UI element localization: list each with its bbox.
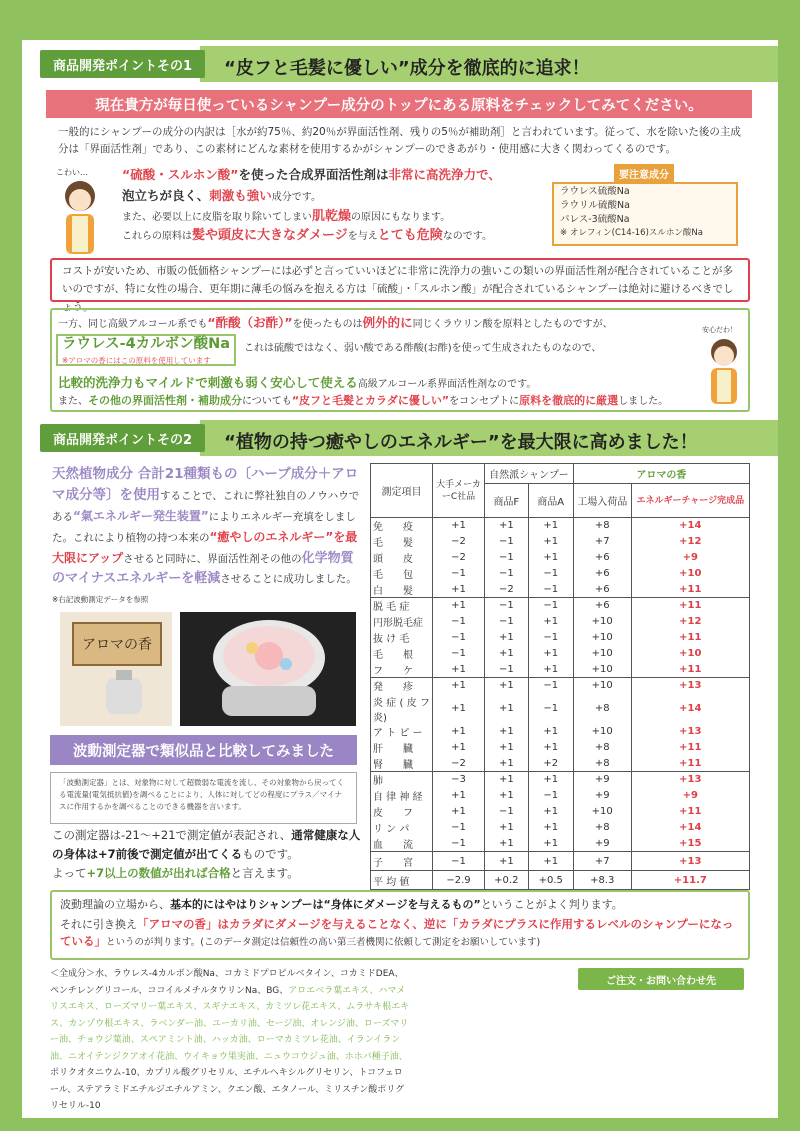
value-cell: +1 bbox=[485, 740, 529, 756]
value-cell: +10 bbox=[573, 646, 631, 662]
caution-item: パレス-3硫酸Na bbox=[560, 214, 630, 225]
header-factory: 工場入荷品 bbox=[573, 484, 631, 518]
value-cell: +6 bbox=[573, 550, 631, 566]
value-cell: +1 bbox=[528, 662, 573, 678]
measurement-text: この測定器は-21〜+21で測定値が表記され、通常健康な人の身体は+7前後で測定値が出てくるものです。 よって+7以上の数値が出れば合格と言えます。 bbox=[52, 828, 361, 880]
table-row bbox=[371, 756, 750, 772]
value-cell: −1 bbox=[485, 614, 529, 630]
value-cell: +9 bbox=[573, 772, 631, 788]
value-cell: +1 bbox=[528, 820, 573, 836]
value-cell: +1 bbox=[433, 694, 485, 724]
row-label: リ ン パ bbox=[371, 820, 433, 836]
device-explanation: 「波動測定器」とは、対象物に対して超微弱な電流を流し、その対象物から戻ってくる電流量(電気抵抗値)を調べることにより、人体に対してどの程度にプラス／マイナスに作用するかを調べることのできる機器を言います。 bbox=[50, 772, 357, 824]
p1-line-d: これらの原料は髪や頭皮に大きなダメージを与えとても危険なのです。 bbox=[122, 228, 492, 243]
value-cell: +13 bbox=[631, 724, 749, 740]
conclusion-line-2: それに引き換え「アロマの香」はカラダにダメージを与えることなく、逆に「カラダにプラスに作用するレベルのシャンプーになっている」というのが判ります。(このデータ測定は信頼性の高い第三者機関に依頼して測定をお願いしています) bbox=[60, 917, 734, 948]
value-cell: +1 bbox=[433, 582, 485, 598]
value-cell: −1 bbox=[433, 820, 485, 836]
value-cell: −1 bbox=[528, 630, 573, 646]
value-cell: +1 bbox=[528, 550, 573, 566]
value-cell: +8 bbox=[573, 518, 631, 534]
value-cell: +15 bbox=[631, 836, 749, 852]
kowai-bubble: こわい… bbox=[56, 168, 88, 177]
value-cell: −1 bbox=[433, 852, 485, 871]
laureth-description: これは硫酸ではなく、弱い酸である酢酸(お酢)を使って生成されたものなので、 bbox=[244, 343, 602, 354]
row-label: 血 流 bbox=[371, 836, 433, 852]
caution-item: ラウレス硫酸Na bbox=[560, 186, 630, 197]
point2-lead: 天然植物成分 合計21種類もの〔ハーブ成分＋アロマ成分等〕を使用することで、これに弊社独自のノウハウである“氣エネルギー発生装置”によりエネルギー充填をしました。これにより植物の持つ本来の“癒やしのエネルギー”を最大限にアップさせると同時に、界面活性剤その他の化学物質のマイナスエネルギーを軽減させることに成功しました。※右記波動測定データを参照 bbox=[52, 466, 360, 604]
measurement-table bbox=[370, 463, 750, 890]
value-cell: +1 bbox=[528, 804, 573, 820]
point1-heading: “皮フと毛髪に優しい”成分を徹底的に追求！ bbox=[224, 58, 590, 79]
value-cell: +6 bbox=[573, 582, 631, 598]
row-label: 肺 bbox=[371, 772, 433, 788]
value-cell: +1 bbox=[528, 614, 573, 630]
value-cell: +10 bbox=[573, 662, 631, 678]
value-cell: +1 bbox=[433, 740, 485, 756]
value-cell: +9 bbox=[631, 788, 749, 804]
point2-tag: 商品開発ポイントその2 bbox=[40, 424, 205, 452]
value-cell: +12 bbox=[631, 534, 749, 550]
value-cell: +9 bbox=[573, 836, 631, 852]
value-cell: +10 bbox=[573, 678, 631, 694]
value-cell: +8.3 bbox=[573, 871, 631, 890]
energy-device-icon bbox=[200, 616, 338, 722]
value-cell: +10 bbox=[573, 630, 631, 646]
caution-item: ラウリル硫酸Na bbox=[560, 200, 630, 211]
header-natural: 自然派シャンプー bbox=[485, 464, 574, 484]
value-cell: +1 bbox=[485, 756, 529, 772]
table-row bbox=[371, 630, 750, 646]
table-row bbox=[371, 871, 750, 890]
value-cell: −1 bbox=[433, 566, 485, 582]
table-row bbox=[371, 836, 750, 852]
value-cell: +1 bbox=[485, 630, 529, 646]
table-row bbox=[371, 804, 750, 820]
ingredients-list: ＜全成分＞水、ラウレス-4カルボン酸Na、コカミドプロピルベタイン、コカミドDEA、ペンチレングリコール、ココイルメチルタウリンNa、BG、アロエベラ葉エキス、ハマメリスエキス、ローズマリー葉エキス、スギナエキス、カミツレ花エキス、ムラサキ根エキス、カンゾウ根エキス、ラベンダー油、ユーカリ油、セージ油、オレンジ油、ローズマリー油、チョウジ葉油、スペアミント油、ハッカ油、ローマカミツレ花油、イランイラン油、ニオイテンジクアオイ花油、ウイキョウ果実油、ニュウコウジュ油、ホホバ種子油、ポリクオタニウム-10、カプリル酸グリセリル、エチルヘキシルグリセリン、トコフェロール、ステアラミドエチルジエチルアミン、クエン酸、エタノール、ミリスチン酸ポリグリセリル-10 bbox=[50, 969, 410, 1111]
value-cell: +13 bbox=[631, 852, 749, 871]
value-cell: +2 bbox=[528, 756, 573, 772]
value-cell: +11 bbox=[631, 582, 749, 598]
value-cell: −2 bbox=[485, 582, 529, 598]
value-cell: +9 bbox=[573, 788, 631, 804]
table-row bbox=[371, 646, 750, 662]
value-cell: −2 bbox=[433, 756, 485, 772]
table-row bbox=[371, 820, 750, 836]
value-cell: −2.9 bbox=[433, 871, 485, 890]
value-cell: +1 bbox=[485, 678, 529, 694]
value-cell: +1 bbox=[485, 836, 529, 852]
table-row bbox=[371, 694, 750, 724]
header-product-f: 商品F bbox=[485, 484, 529, 518]
table-row bbox=[371, 678, 750, 694]
row-label: 発 疹 bbox=[371, 678, 433, 694]
laureth-title: ラウレス-4カルボン酸Na bbox=[62, 336, 231, 352]
value-cell: −1 bbox=[485, 662, 529, 678]
value-cell: +1 bbox=[433, 804, 485, 820]
warning-text: コストが安いため、市販の低価格シャンプーには必ずと言っていいほどに非常に洗浄力の強いこの類いの界面活性剤が配合されていることが多いのですが、特に女性の場合、更年期に薄毛の悩みを抱える方は「硫酸」・「スルホン酸」が配合されているシャンプーは絶対に避けるべきでしょう。 bbox=[62, 265, 734, 313]
table-row bbox=[371, 614, 750, 630]
value-cell: +1 bbox=[433, 724, 485, 740]
row-label: 毛 包 bbox=[371, 566, 433, 582]
value-cell: +1 bbox=[528, 740, 573, 756]
value-cell: −3 bbox=[433, 772, 485, 788]
row-label: 肝 臓 bbox=[371, 740, 433, 756]
value-cell: +1 bbox=[485, 852, 529, 871]
value-cell: +11 bbox=[631, 740, 749, 756]
value-cell: +1 bbox=[433, 788, 485, 804]
value-cell: +13 bbox=[631, 772, 749, 788]
header-item: 測定項目 bbox=[371, 464, 433, 518]
value-cell: +7 bbox=[573, 852, 631, 871]
row-label: 毛 髪 bbox=[371, 534, 433, 550]
measurement-table-body bbox=[371, 518, 750, 890]
value-cell: +10 bbox=[631, 646, 749, 662]
value-cell: +1 bbox=[433, 662, 485, 678]
value-cell: −1 bbox=[528, 582, 573, 598]
value-cell: +1 bbox=[485, 694, 529, 724]
value-cell: −1 bbox=[528, 678, 573, 694]
value-cell: +11 bbox=[631, 756, 749, 772]
value-cell: +1 bbox=[433, 678, 485, 694]
value-cell: −1 bbox=[433, 836, 485, 852]
row-label: 抜 け 毛 bbox=[371, 630, 433, 646]
value-cell: +14 bbox=[631, 694, 749, 724]
value-cell: +10 bbox=[573, 614, 631, 630]
value-cell: −1 bbox=[528, 566, 573, 582]
anshin-bubble: 安心だわ！ bbox=[702, 326, 737, 334]
value-cell: +1 bbox=[528, 772, 573, 788]
caution-item: ※ オレフィン(C14-16)スルホン酸Na bbox=[560, 228, 703, 238]
row-label: 皮 フ bbox=[371, 804, 433, 820]
value-cell: −1 bbox=[485, 550, 529, 566]
table-row bbox=[371, 534, 750, 550]
order-contact-button[interactable]: ご注文・お問い合わせ先 bbox=[578, 968, 744, 990]
value-cell: −1 bbox=[485, 598, 529, 614]
table-row bbox=[371, 550, 750, 566]
value-cell: +1 bbox=[528, 724, 573, 740]
value-cell: +6 bbox=[573, 566, 631, 582]
header-energy-charged: エネルギーチャージ完成品 bbox=[631, 484, 749, 518]
value-cell: +11 bbox=[631, 662, 749, 678]
value-cell: +6 bbox=[573, 598, 631, 614]
value-cell: +1 bbox=[528, 852, 573, 871]
value-cell: +14 bbox=[631, 820, 749, 836]
conclusion-line-1: 波動理論の立場から、基本的にはやはりシャンプーは“身体にダメージを与えるもの”ということがよく判ります。 bbox=[60, 898, 623, 911]
table-row bbox=[371, 788, 750, 804]
value-cell: −2 bbox=[433, 534, 485, 550]
value-cell: −1 bbox=[528, 694, 573, 724]
value-cell: +11 bbox=[631, 804, 749, 820]
row-label: 炎症(皮フ炎) bbox=[371, 694, 433, 724]
row-label: 円形脱毛症 bbox=[371, 614, 433, 630]
p1-line-b: 泡立ちが良く、刺激も強い成分です。 bbox=[122, 188, 321, 203]
value-cell: −1 bbox=[528, 598, 573, 614]
green-line-last: また、その他の界面活性剤・補助成分についても“皮フと毛髪とカラダに優しい”をコンセプトに原料を徹底的に厳選しました。 bbox=[58, 394, 669, 407]
table-row bbox=[371, 852, 750, 871]
check-banner: 現在貴方が毎日使っているシャンプー成分のトップにある原料をチェックしてみてください。 bbox=[46, 90, 752, 118]
value-cell: +7 bbox=[573, 534, 631, 550]
p1-line-c: また、必要以上に皮脂を取り除いてしまい肌乾燥の原因にもなります。 bbox=[122, 209, 451, 224]
value-cell: +13 bbox=[631, 678, 749, 694]
value-cell: +9 bbox=[631, 550, 749, 566]
value-cell: −1 bbox=[485, 534, 529, 550]
value-cell: +0.2 bbox=[485, 871, 529, 890]
table-row bbox=[371, 566, 750, 582]
value-cell: +10 bbox=[573, 724, 631, 740]
header-product-a: 商品A bbox=[528, 484, 573, 518]
row-label: 子 宮 bbox=[371, 852, 433, 871]
product-label: アロマの香 bbox=[72, 622, 162, 666]
value-cell: +1 bbox=[528, 518, 573, 534]
value-cell: +1 bbox=[485, 518, 529, 534]
intro-paragraph: 一般的にシャンプーの成分の内訳は［水が約75％、約20％が界面活性剤、残りの5％が補助剤］と言われています。従って、水を除いた後の主成分は「界面活性剤」であり、この素材にどんな素材を使用するかがシャンプーのできあがり・使用感に大きく関わってくるのです。 bbox=[58, 126, 741, 155]
value-cell: −1 bbox=[433, 614, 485, 630]
row-label: 免 疫 bbox=[371, 518, 433, 534]
row-label: 腎 臓 bbox=[371, 756, 433, 772]
value-cell: +8 bbox=[573, 740, 631, 756]
point1-tag: 商品開発ポイントその1 bbox=[40, 50, 205, 78]
value-cell: +1 bbox=[485, 788, 529, 804]
value-cell: +1 bbox=[433, 518, 485, 534]
point2-heading: “植物の持つ癒やしのエネルギー”を最大限に高めました！ bbox=[224, 432, 698, 453]
table-row bbox=[371, 598, 750, 614]
value-cell: −1 bbox=[433, 630, 485, 646]
value-cell: +10 bbox=[573, 804, 631, 820]
value-cell: −2 bbox=[433, 550, 485, 566]
table-row bbox=[371, 740, 750, 756]
value-cell: +12 bbox=[631, 614, 749, 630]
value-cell: +8 bbox=[573, 820, 631, 836]
row-label: 平 均 値 bbox=[371, 871, 433, 890]
bottle-icon bbox=[98, 668, 150, 718]
value-cell: +10 bbox=[631, 566, 749, 582]
value-cell: +1 bbox=[485, 820, 529, 836]
value-cell: +1 bbox=[528, 836, 573, 852]
value-cell: −1 bbox=[485, 804, 529, 820]
value-cell: −1 bbox=[485, 566, 529, 582]
value-cell: +1 bbox=[485, 646, 529, 662]
value-cell: +1 bbox=[528, 534, 573, 550]
value-cell: +11.7 bbox=[631, 871, 749, 890]
row-label: ア ト ピ ー bbox=[371, 724, 433, 740]
laureth-note: ※アロマの香にはこの原料を使用しています bbox=[62, 356, 211, 365]
value-cell: +8 bbox=[573, 756, 631, 772]
value-cell: +8 bbox=[573, 694, 631, 724]
value-cell: +1 bbox=[433, 598, 485, 614]
value-cell: +1 bbox=[528, 646, 573, 662]
worried-woman-illustration bbox=[52, 176, 108, 258]
table-row bbox=[371, 772, 750, 788]
caution-title: 要注意成分 bbox=[614, 164, 674, 182]
value-cell: +1 bbox=[485, 724, 529, 740]
row-label: 毛 根 bbox=[371, 646, 433, 662]
value-cell: +11 bbox=[631, 598, 749, 614]
comparison-banner: 波動測定器で類似品と比較してみました bbox=[50, 735, 357, 765]
relieved-woman-illustration bbox=[700, 336, 748, 406]
p1-line-a: “硫酸・スルホン酸”を使った合成界面活性剤は非常に高洗浄力で、 bbox=[122, 167, 501, 182]
value-cell: −1 bbox=[528, 788, 573, 804]
green-line-bold: 比較的洗浄力もマイルドで刺激も弱く安心して使える高級アルコール系界面活性剤なのです。 bbox=[58, 375, 537, 390]
value-cell: +1 bbox=[485, 772, 529, 788]
row-label: フ ケ bbox=[371, 662, 433, 678]
value-cell: +14 bbox=[631, 518, 749, 534]
table-row bbox=[371, 518, 750, 534]
value-cell: −1 bbox=[433, 646, 485, 662]
value-cell: +11 bbox=[631, 630, 749, 646]
header-aroma: アロマの香 bbox=[573, 464, 749, 484]
row-label: 頭 皮 bbox=[371, 550, 433, 566]
row-label: 自 律 神 経 bbox=[371, 788, 433, 804]
table-row bbox=[371, 724, 750, 740]
row-label: 白 髪 bbox=[371, 582, 433, 598]
row-label: 脱 毛 症 bbox=[371, 598, 433, 614]
table-row bbox=[371, 662, 750, 678]
header-brand-c: 大手メーカーC社品 bbox=[433, 464, 485, 518]
table-row bbox=[371, 582, 750, 598]
value-cell: +0.5 bbox=[528, 871, 573, 890]
green-line-1: 一方、同じ高級アルコール系でも“酢酸（お酢）”を使ったものは例外的に同じくラウリン酸を原料としたものですが、 bbox=[58, 315, 613, 330]
